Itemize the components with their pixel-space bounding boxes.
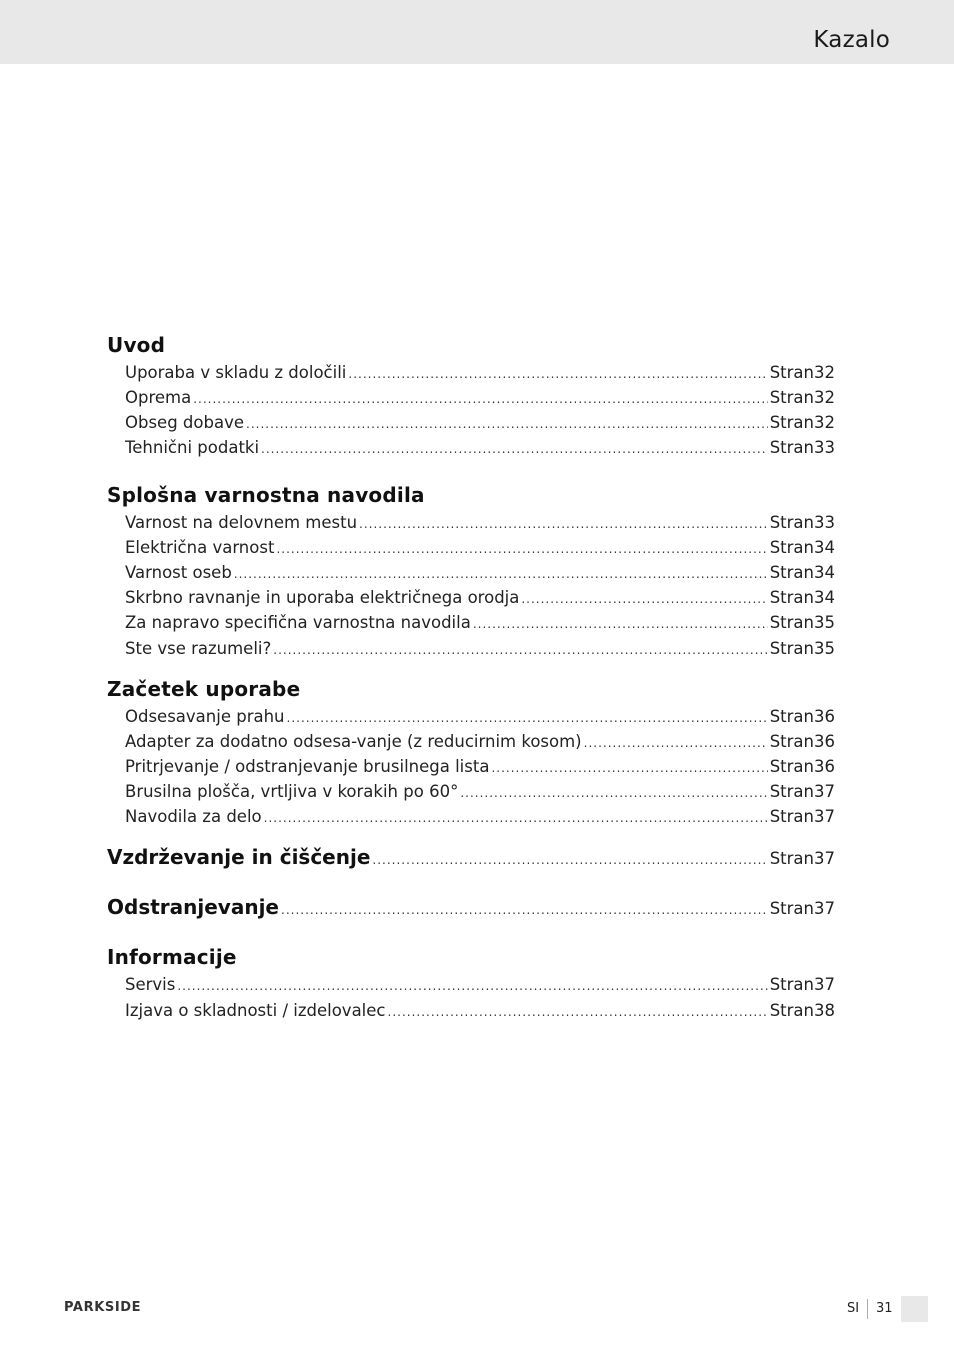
entry-label: Varnost oseb [125, 563, 232, 582]
language-code: SI [847, 1301, 860, 1316]
toc-entry[interactable] [125, 639, 835, 661]
toc-entry-disposal[interactable] [107, 895, 835, 923]
entry-stran: Stran [769, 849, 814, 868]
brand-logo: PARKSIDE [64, 1300, 142, 1315]
entry-stran: Stran [769, 438, 814, 457]
toc-entry[interactable] [125, 807, 835, 829]
dot-leader [473, 617, 768, 631]
entry-page: 32 [814, 413, 835, 432]
footer-divider [867, 1299, 868, 1319]
section-title-info: Informacije [107, 945, 237, 969]
footer-tab-marker [901, 1296, 928, 1322]
dot-leader [273, 643, 767, 657]
entry-stran: Stran [769, 413, 814, 432]
entry-stran: Stran [769, 899, 814, 918]
entry-label: Skrbno ravnanje in uporaba električnega orodja [125, 588, 520, 607]
entry-label: Električna varnost [125, 538, 275, 557]
toc-entry[interactable] [125, 707, 835, 729]
toc-entry[interactable] [125, 363, 835, 385]
dot-leader [276, 542, 767, 556]
entry-page: 36 [814, 707, 835, 726]
entry-label: Adapter za dodatno odsesa-vanje (z reducirnim kosom) [125, 732, 582, 751]
dot-leader [246, 417, 768, 431]
dot-leader [234, 567, 768, 581]
dot-leader [177, 979, 767, 993]
dot-leader [287, 711, 768, 725]
entry-label: Oprema [125, 388, 192, 407]
entry-stran: Stran [769, 388, 814, 407]
dot-leader [264, 811, 768, 825]
entry-label: Odsesavanje prahu [125, 707, 285, 726]
entry-page: 34 [814, 538, 835, 557]
entry-page: 34 [814, 588, 835, 607]
toc-entry[interactable] [125, 388, 835, 410]
dot-leader [193, 392, 767, 406]
entry-page: 37 [814, 807, 835, 826]
toc-entry[interactable] [125, 757, 835, 779]
entry-stran: Stran [769, 975, 814, 994]
entry-label: Brusilna plošča, vrtljiva v korakih po 60° [125, 782, 459, 801]
entry-page: 32 [814, 363, 835, 382]
entry-stran: Stran [769, 732, 814, 751]
page-title: Kazalo [813, 27, 890, 53]
entry-page: 37 [814, 782, 835, 801]
toc-entry[interactable] [125, 975, 835, 997]
entry-label: Obseg dobave [125, 413, 244, 432]
section-title-maintenance: Vzdrževanje in čiščenje [107, 845, 371, 869]
entry-page: 36 [814, 732, 835, 751]
dot-leader [491, 761, 767, 775]
toc-entry[interactable] [125, 413, 835, 435]
toc-entry[interactable] [125, 782, 835, 804]
dot-leader [388, 1005, 768, 1019]
toc-entry[interactable] [125, 513, 835, 535]
entry-page: 38 [814, 1001, 835, 1020]
entry-page: 35 [814, 613, 835, 632]
entry-label: Ste vse razumeli? [125, 639, 272, 658]
section-title-disposal: Odstranjevanje [107, 895, 279, 919]
entry-page: 33 [814, 438, 835, 457]
section-title-start: Začetek uporabe [107, 677, 301, 701]
entry-page: 35 [814, 639, 835, 658]
entry-stran: Stran [769, 563, 814, 582]
toc-entry[interactable] [125, 588, 835, 610]
toc-entry[interactable] [125, 613, 835, 635]
toc-entry[interactable] [125, 732, 835, 754]
entry-label: Pritrjevanje / odstranjevanje brusilnega lista [125, 757, 490, 776]
entry-stran: Stran [769, 639, 814, 658]
dot-leader [261, 442, 768, 456]
entry-stran: Stran [769, 782, 814, 801]
entry-label: Varnost na delovnem mestu [125, 513, 358, 532]
entry-page: 32 [814, 388, 835, 407]
dot-leader [281, 903, 768, 917]
entry-stran: Stran [769, 707, 814, 726]
dot-leader [584, 736, 768, 750]
entry-page: 37 [814, 849, 835, 868]
header-band [0, 0, 954, 64]
entry-stran: Stran [769, 363, 814, 382]
entry-page: 37 [814, 975, 835, 994]
dot-leader [521, 592, 767, 606]
entry-page: 37 [814, 899, 835, 918]
entry-label: Navodila za delo [125, 807, 262, 826]
entry-label: Uporaba v skladu z določili [125, 363, 347, 382]
entry-stran: Stran [769, 513, 814, 532]
entry-stran: Stran [769, 613, 814, 632]
dot-leader [460, 786, 767, 800]
section-title-uvod: Uvod [107, 333, 166, 357]
entry-stran: Stran [769, 757, 814, 776]
entry-stran: Stran [769, 538, 814, 557]
entry-label: Servis [125, 975, 176, 994]
section-title-safety: Splošna varnostna navodila [107, 483, 425, 507]
entry-stran: Stran [769, 807, 814, 826]
entry-stran: Stran [769, 588, 814, 607]
entry-page: 33 [814, 513, 835, 532]
entry-page: 36 [814, 757, 835, 776]
toc-entry-maintenance[interactable] [107, 845, 835, 873]
entry-label: Izjava o skladnosti / izdelovalec [125, 1001, 386, 1020]
entry-label: Za napravo specifična varnostna navodila [125, 613, 471, 632]
toc-entry[interactable] [125, 563, 835, 585]
entry-page: 34 [814, 563, 835, 582]
dot-leader [372, 853, 767, 867]
toc-entry[interactable] [125, 1001, 835, 1023]
entry-label: Tehnični podatki [125, 438, 260, 457]
page-number: 31 [876, 1301, 893, 1316]
entry-stran: Stran [769, 1001, 814, 1020]
dot-leader [359, 517, 768, 531]
toc-entry[interactable] [125, 538, 835, 560]
toc-entry[interactable] [125, 438, 835, 460]
dot-leader [348, 367, 767, 381]
